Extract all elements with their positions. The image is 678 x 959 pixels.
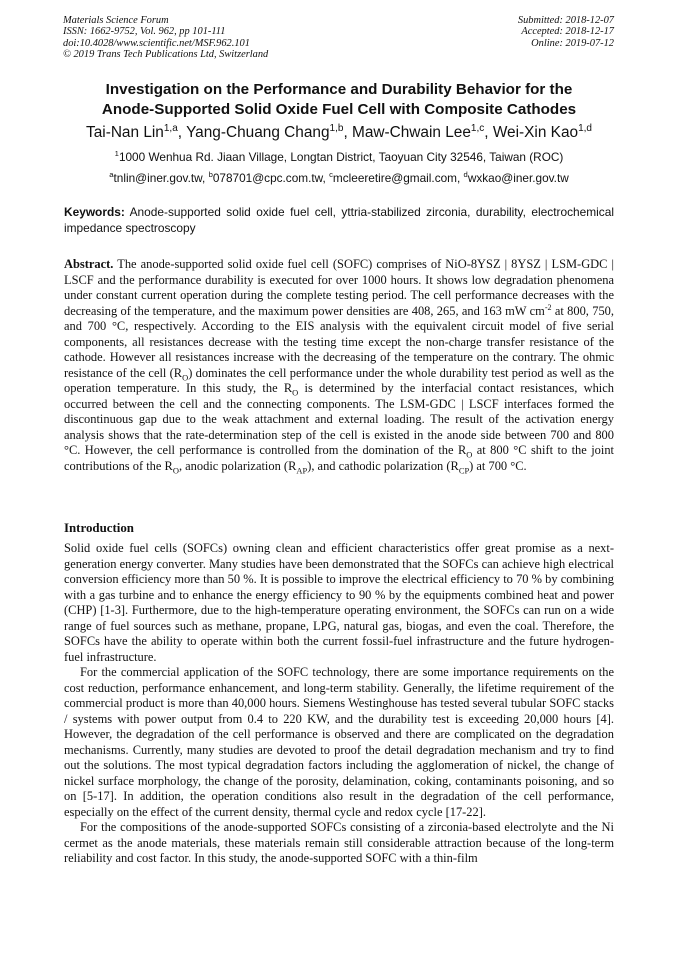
email-mark: c: [329, 170, 333, 180]
journal-header: [63, 15, 268, 61]
author-separator: ,: [484, 124, 493, 141]
paragraph: For the compositions of the anode-supported SOFCs consisting of a zirconia-based electrolyte and the Ni cermet as the anode materials, these materials remain still considerable attraction because of the long-term reliability and cost factor. In this study, the anode-supported SOFC with a thin-film: [64, 820, 614, 865]
dates-header: [518, 15, 614, 49]
author-affiliation-mark: 1,d: [578, 122, 592, 134]
author-name: Maw-Chwain Lee: [352, 124, 471, 141]
abstract-subscript: AP: [296, 464, 308, 475]
title-line-2: Anode-Supported Solid Oxide Fuel Cell with Composite Cathodes: [101, 100, 577, 118]
email-separator: ,: [322, 171, 330, 185]
abstract: [64, 257, 614, 474]
abstract-subscript: CP: [458, 464, 470, 475]
title-line-1: Investigation on the Performance and Durability Behavior for the: [105, 81, 573, 98]
abstract-exponent: -2: [544, 302, 552, 312]
author-name: Tai-Nan Lin: [86, 124, 164, 141]
journal-copyright: © 2019 Trans Tech Publications Ltd, Switzerland: [63, 49, 269, 61]
online-date: Online: 2019-07-12: [531, 37, 614, 49]
author-list: [30, 123, 648, 142]
author-separator: ,: [177, 124, 187, 141]
author-affiliation-mark: 1,c: [470, 122, 485, 134]
abstract-text: ) at 700 °C.: [469, 458, 527, 473]
abstract-subscript: O: [182, 371, 189, 382]
author-affiliation-mark: 1,a: [163, 122, 178, 134]
email-list: [30, 171, 648, 186]
abstract-text: at 800, 750, and 700 °C, respectively. According to the EIS analysis with the equivalent circuit model of five serial components, all resistances decrease with the testing time except the non-charge transfer resistance of the cathode. However all resistances increase with the decreasing of the temperature on the contrary. The ohmic resistance of the cell (R: [64, 303, 614, 380]
journal-doi: doi:10.4028/www.scientific.net/MSF.962.101: [63, 37, 250, 49]
paragraph: For the commercial application of the SOFC technology, there are some importance requirements on the cost reduction, performance enhancement, and long-term stability. Generally, the lifetime requirement of the commercial product is more than 40,000 hours. Siemens Westinghouse has tested several tubular SOFC stacks / systems with power output from 0.4 to 220 KW, and the durability test is exceeding 20,000 hours [4]. However, the degradation of the cell performance is observed and there are complicated on the degradation mechanisms. Currently, many studies are devoted to proof the detail degradation mechanism and try to find out the solutions. The most typical degradation factors including the agglomeration of nickel, the change of nickel surface morphology, the change of the porosity, delamination, coking, contaminants poisoning, and so on [5-17]. In addition, the operation conditions also result in the degradation of the cell performance, especially on the effect of the current density, thermal cycle and redox cycle [17-22].: [64, 665, 614, 819]
accepted-date: Accepted: 2018-12-17: [521, 26, 614, 38]
abstract-text: ), and cathodic polarization (R: [307, 458, 459, 473]
email-address: tnlin@iner.gov.tw: [113, 171, 202, 185]
journal-issn: ISSN: 1662-9752, Vol. 962, pp 101-111: [63, 26, 226, 38]
abstract-text: , anodic polarization (R: [178, 458, 297, 473]
abstract-text: at 800 °C shift to the joint contributions of the R: [64, 443, 615, 473]
author-affiliation-mark: 1,b: [329, 122, 344, 134]
paper-title: [40, 80, 638, 119]
abstract-subscript: O: [292, 387, 299, 398]
abstract-text: ) dominates the cell performance under the whole durability test period as well as the operation temperature. In this study, the R: [64, 365, 614, 395]
submitted-date: Submitted: 2018-12-07: [517, 15, 614, 26]
affiliation: [30, 150, 648, 165]
section-heading-introduction: Introduction: [64, 521, 134, 535]
keywords-text: Anode-supported solid oxide fuel cell, yttria-stabilized zirconia, durability, electrochemical impedance spectroscopy: [64, 205, 614, 235]
email-address: wxkao@iner.gov.tw: [467, 171, 569, 185]
author-name: Yang-Chuang Chang: [186, 124, 330, 141]
email-mark: d: [463, 170, 468, 180]
abstract-label: Abstract.: [64, 257, 114, 271]
email-separator: ,: [202, 171, 209, 185]
introduction-body: [64, 541, 614, 867]
affiliation-address: 1000 Wenhua Rd. Jiaan Village, Longtan District, Taoyuan City 32546, Taiwan (ROC): [118, 150, 564, 164]
paragraph: Solid oxide fuel cells (SOFCs) owning clean and efficient characteristics offer great promise as a next-generation energy converter. Many studies have been demonstrated that the SOFCs can achieve high electrical conversion efficiency more than 50 %. It is possible to improve the electrical efficiency to 70 % by combining with a gas turbine and to enhance the energy efficiency to 90 % by the equipments combined heat and power (CHP) [1-3]. Furthermore, due to the high-temperature operating environment, the SOFCs can run on a wide range of fuel sources such as methane, propane, LPG, natural gas, biogas, and even the coal. Therefore, the SOFCs have the ability to operate within both the current fossil-fuel infrastructure and the future hydrogen-fuel infrastructure.: [64, 541, 614, 664]
email-address: 078701@cpc.com.tw: [212, 171, 323, 185]
email-mark: b: [208, 170, 213, 180]
journal-name: Materials Science Forum: [63, 15, 169, 26]
email-mark: a: [109, 170, 114, 180]
abstract-subscript: O: [172, 464, 179, 475]
keywords: [64, 205, 614, 236]
abstract-text: is determined by the interfacial contact resistances, which occurred between the cell and the connecting components. The LSM-GDC | LSCF interfaces formed the discontinuous gap due to the weak attachment and external loading. The result of the activation energy analysis shows that the rate-determination step of the cell is existed in the anode side between 700 and 800 °C. However, the cell performance is controlled from the domination of the R: [64, 381, 614, 457]
email-address: mcleeretire@gmail.com: [332, 171, 457, 185]
author-separator: ,: [343, 124, 352, 141]
affiliation-mark: 1: [114, 149, 119, 159]
author-name: Wei-Xin Kao: [492, 124, 579, 141]
abstract-subscript: O: [466, 449, 473, 460]
abstract-text: The anode-supported solid oxide fuel cell (SOFC) comprises of NiO-8YSZ | 8YSZ | LSM-GDC | LSCF and the performance durability is executed for over 1000 hours. It shows low degradation phenomena under constant current operation during the complete testing period. The cell performance decreases with the decreasing of the temperature, and the maximum power densities are 408, 265, and 163 mW cm: [64, 257, 614, 318]
email-separator: ,: [456, 171, 464, 185]
keywords-label: Keywords:: [64, 205, 125, 219]
